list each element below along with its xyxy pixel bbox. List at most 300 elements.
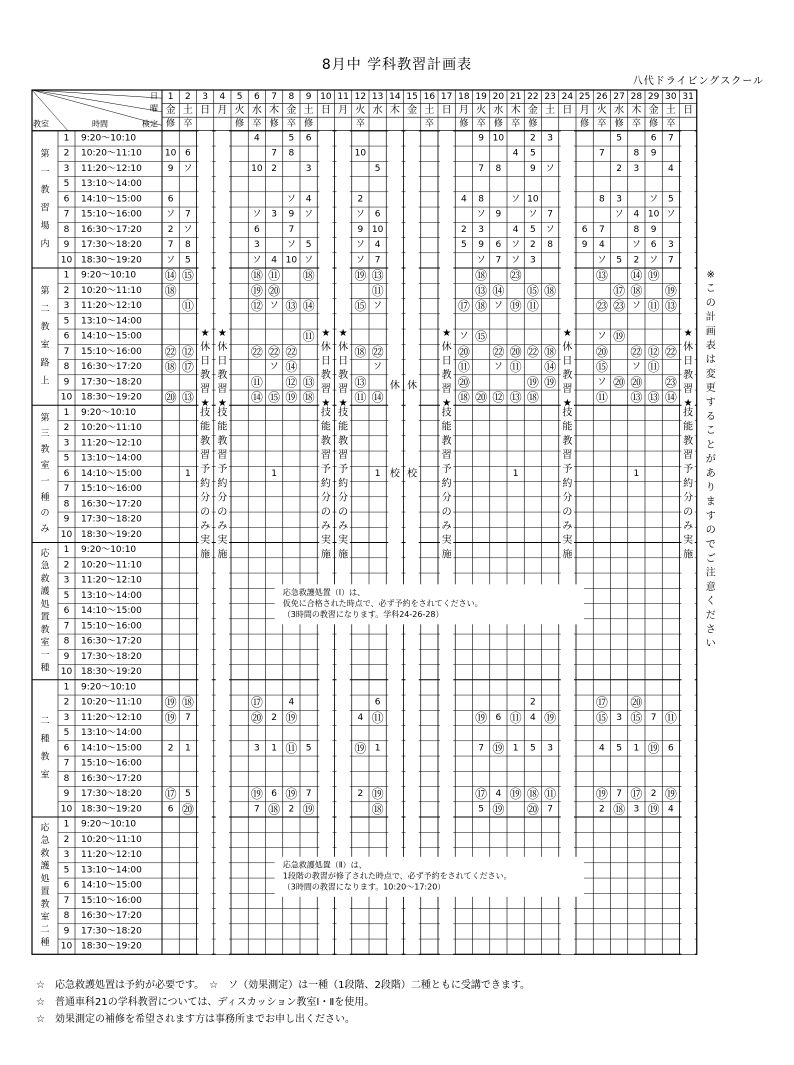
schedule-cell: ⑬ [509, 390, 522, 405]
period-number: 1 [63, 133, 70, 144]
schedule-cell: 4 [512, 224, 519, 235]
day-number: 31 [682, 91, 694, 102]
schedule-cell: 2 [650, 789, 657, 800]
holiday-text-top-char: 日 [217, 356, 228, 368]
schedule-cell: 4 [288, 697, 295, 708]
schedule-cell: ⑭ [544, 360, 557, 375]
holiday-text-top-char: ★ [442, 398, 452, 410]
room-label-char: 応 [40, 823, 50, 834]
schedule-cell: ⑰ [613, 283, 626, 298]
holiday-text-bottom-char: 習 [562, 450, 573, 462]
side-note-char: 表 [705, 340, 716, 352]
holiday-text-bottom-char: 技 [320, 407, 331, 419]
holiday-text-top-char: 日 [320, 356, 331, 368]
schedule-cell: ソ [373, 362, 383, 373]
schedule-cell: 9 [288, 209, 295, 220]
period-number: 6 [63, 743, 70, 754]
room-label-char: 急 [40, 836, 50, 847]
schedule-cell: 2 [530, 133, 536, 144]
period-time: 15:10～16:00 [81, 209, 142, 220]
period-time: 9:20～10:10 [81, 407, 137, 418]
schedule-cell: ⑱ [181, 695, 194, 710]
schedule-cell: ⑱ [475, 268, 488, 283]
holiday-text-bottom-char: の [200, 506, 211, 518]
room-label-char: 室 [40, 912, 50, 923]
holiday-text-bottom-char: 実 [338, 535, 349, 547]
holiday-text-bottom-char: 習 [200, 450, 211, 462]
schedule-cell: ⑱ [475, 299, 488, 314]
schedule-cell: 6 [668, 743, 674, 754]
side-note-char: 更 [705, 383, 716, 395]
holiday-text-bottom-char: の [320, 506, 331, 518]
holiday-text-top-char: 日 [441, 356, 452, 368]
schedule-cell: ⑳ [630, 695, 643, 710]
schedule-cell: ソ [166, 255, 176, 266]
test-mark: 修 [493, 119, 503, 129]
schedule-cell: ⑮ [354, 299, 367, 314]
period-number: 3 [63, 301, 70, 312]
schedule-cell: 8 [547, 240, 553, 251]
footer-note-3: ☆ 効果測定の補修を希望されます方は事務所までお申し出ください。 [36, 1014, 355, 1025]
period-time: 16:30～17:20 [81, 773, 142, 784]
room-label-char: 急 [40, 561, 50, 572]
holiday-text-bottom-char: 能 [338, 421, 349, 433]
schedule-cell: 6 [167, 804, 174, 815]
schedule-cell: 10 [251, 163, 263, 174]
schedule-cell: 5 [288, 133, 295, 144]
schedule-cell: 5 [668, 194, 674, 205]
holiday-text-bottom-char: の [338, 506, 349, 518]
schedule-cell: ⑲ [475, 710, 488, 725]
side-note-char: で [705, 539, 716, 551]
schedule-cell: 10 [354, 148, 367, 159]
room-label-char: 習 [40, 203, 50, 214]
schedule-cell: ⑮ [595, 360, 608, 375]
weekday: 日 [320, 104, 331, 116]
holiday-text-bottom-char: 約 [441, 478, 452, 490]
period-number: 2 [63, 148, 70, 159]
schedule-cell: ⑱ [250, 268, 263, 283]
holiday-text-bottom-char: み [441, 521, 452, 533]
schedule-cell: ソ [649, 255, 659, 266]
schedule-cell: ⑬ [595, 268, 608, 283]
holiday-text-bottom-char: 約 [562, 478, 573, 490]
schedule-cell: ⑮ [268, 390, 281, 405]
schedule-cell: ⑲ [492, 802, 505, 817]
day-number: 25 [578, 91, 591, 102]
period-number: 7 [63, 346, 70, 357]
holiday-text-top-char: ★ [321, 398, 331, 410]
schedule-cell: ソ [373, 301, 383, 312]
schedule-cell: ⑲ [302, 802, 315, 817]
side-note-char: あ [705, 468, 716, 480]
period-time: 10:20～11:10 [81, 423, 142, 434]
day-number: 17 [440, 91, 453, 102]
holiday-text-bottom-char: み [217, 521, 228, 533]
schedule-cell: 1 [185, 743, 191, 754]
room-label-char: 二 [40, 925, 50, 936]
holiday-text-bottom-char: 技 [562, 407, 573, 419]
period-time: 16:30～17:20 [81, 362, 142, 373]
holiday-text-bottom-char: 習 [683, 450, 694, 462]
period-number: 1 [63, 819, 70, 830]
schedule-cell: 4 [271, 255, 277, 266]
schedule-cell: ⑭ [250, 390, 263, 405]
schedule-cell: ソ [666, 209, 676, 220]
holiday-text-bottom-char: の [683, 506, 694, 518]
header-day-label: 日 [150, 91, 158, 101]
schedule-cell: ㉒ [250, 344, 263, 359]
holiday-text-top-char: 日 [562, 356, 573, 368]
schedule-cell: 6 [650, 133, 657, 144]
holiday-text-bottom-char: 実 [562, 535, 573, 547]
holiday-text-bottom-char: 分 [562, 492, 573, 504]
holiday-text-bottom-char: 分 [217, 492, 228, 504]
period-number: 7 [63, 895, 70, 906]
holiday-text-bottom-char: み [562, 521, 573, 533]
schedule-cell: 9 [357, 224, 364, 235]
schedule-cell: ソ [355, 255, 365, 266]
schedule-cell: ソ [597, 377, 607, 388]
weekday: 金 [527, 104, 538, 116]
test-mark: 修 [528, 119, 538, 129]
side-note-char: さ [705, 624, 716, 636]
holiday-text-top-char: 休 [338, 342, 349, 354]
schedule-cell: ソ [183, 163, 193, 174]
schedule-cell: 1 [512, 468, 519, 479]
schedule-cell: ⑳ [509, 344, 522, 359]
holiday-text-top-char: 日 [683, 356, 694, 368]
holiday-text-bottom-char: 実 [683, 535, 694, 547]
schedule-cell: ⑫ [181, 344, 194, 359]
room-label-char: み [40, 524, 50, 535]
schedule-cell: ⑪ [181, 299, 194, 314]
holiday-text-top-char: 教 [320, 370, 331, 382]
period-time: 9:20～10:10 [81, 270, 137, 281]
holiday-text-bottom-char: 分 [683, 492, 694, 504]
schedule-cell: 7 [271, 148, 277, 159]
period-time: 10:20～11:10 [81, 148, 142, 159]
schedule-cell: 4 [633, 209, 640, 220]
schedule-cell: ⑳ [613, 375, 626, 390]
room-label-char: 上 [40, 376, 50, 387]
schedule-cell: ⑪ [595, 390, 608, 405]
room-label-char: 二 [40, 304, 50, 315]
schedule-cell: ソ [528, 209, 538, 220]
schedule-cell: ⑳ [526, 802, 539, 817]
schedule-cell: ⑰ [164, 787, 177, 802]
schedule-cell: ⑪ [371, 710, 384, 725]
test-mark: 卒 [424, 119, 434, 129]
room-label-char: 一 [40, 476, 50, 487]
period-time: 11:20～12:10 [81, 301, 142, 312]
holiday-text-bottom-char: 教 [562, 435, 573, 447]
weekday: 土 [545, 104, 556, 116]
holiday-text-bottom-char: 習 [441, 450, 452, 462]
schedule-cell: ㉒ [630, 344, 643, 359]
room-label-char: 処 [40, 874, 50, 885]
room-label-char: 護 [40, 861, 50, 872]
schedule-cell: ⑱ [526, 787, 539, 802]
holiday-text-bottom-char: 能 [217, 421, 228, 433]
period-time: 13:10～14:00 [81, 453, 142, 464]
schedule-cell: 6 [581, 224, 588, 235]
period-time: 15:10～16:00 [81, 621, 142, 632]
period-number: 9 [63, 651, 70, 662]
holiday-text-bottom-char: 教 [200, 435, 211, 447]
schedule-cell: ⑲ [526, 375, 539, 390]
period-number: 9 [63, 377, 70, 388]
holiday-text-top-char: ★ [562, 328, 572, 340]
schedule-cell: ソ [631, 301, 641, 312]
schedule-cell: ⑰ [595, 695, 608, 710]
period-number: 3 [63, 163, 70, 174]
schedule-cell: ⑰ [181, 360, 194, 375]
day-number: 7 [271, 91, 277, 102]
schedule-cell: ソ [183, 224, 193, 235]
schedule-cell: 2 [530, 697, 536, 708]
schedule-cell: ソ [511, 255, 521, 266]
holiday-text-top-char: 教 [683, 370, 694, 382]
schedule-cell: 7 [478, 743, 484, 754]
schedule-cell: ⑳ [475, 390, 488, 405]
schedule-cell: 9 [478, 133, 484, 144]
room-label-char: 一 [40, 650, 50, 661]
schedule-cell: 6 [650, 240, 657, 251]
holiday-text-bottom-char: 施 [320, 549, 331, 561]
period-number: 9 [63, 240, 70, 251]
weekday: 木 [389, 104, 400, 116]
side-note-char: こ [705, 425, 716, 437]
period-number: 9 [63, 514, 70, 525]
schedule-cell: ⑳ [250, 710, 263, 725]
schedule-cell: ⑲ [492, 741, 505, 756]
schedule-cell: ⑲ [544, 710, 557, 725]
schedule-cell: ⑭ [630, 268, 643, 283]
period-number: 5 [63, 865, 70, 876]
schedule-cell: 5 [478, 804, 484, 815]
schedule-cell: ⑪ [544, 787, 557, 802]
period-number: 8 [63, 636, 70, 647]
schedule-cell: 2 [167, 224, 174, 235]
test-mark: 卒 [355, 119, 365, 129]
test-mark: 修 [304, 119, 314, 129]
schedule-cell: ⑪ [457, 360, 470, 375]
holiday-text-bottom-char: 約 [200, 478, 211, 490]
schedule-cell: ⑬ [630, 390, 643, 405]
room-label-char: の [40, 508, 50, 519]
period-time: 13:10～14:00 [81, 179, 142, 190]
room-label-char: 二 [40, 716, 50, 727]
day-number: 29 [647, 91, 660, 102]
schedule-cell: ⑳ [630, 375, 643, 390]
room-label-char: 教 [40, 625, 50, 636]
schedule-cell: ⑲ [664, 787, 677, 802]
room-label-char: 置 [40, 887, 50, 898]
schedule-cell: 3 [478, 224, 484, 235]
schedule-cell: 4 [599, 743, 605, 754]
period-time: 15:10～16:00 [81, 346, 142, 357]
schedule-cell: ⑮ [181, 268, 194, 283]
schedule-cell: ⑭ [302, 299, 315, 314]
holiday-text-bottom-char: 習 [320, 450, 331, 462]
schedule-cell: ソ [545, 224, 555, 235]
schedule-cell: ⑲ [285, 390, 298, 405]
holiday-text-top-char: 教 [562, 370, 573, 382]
footer-note-2: ☆ 普通車科21の学科教習については、ディスカッション教室Ⅰ・Ⅱを使用。 [36, 997, 375, 1008]
period-time: 17:30～18:20 [81, 377, 142, 388]
holiday-text-top-char: 教 [217, 370, 228, 382]
schedule-cell: ⑲ [647, 802, 660, 817]
schedule-cell: ⑱ [302, 390, 315, 405]
holiday-text-bottom-char: の [562, 506, 573, 518]
test-mark: 修 [614, 119, 624, 129]
day-number: 5 [236, 91, 243, 102]
holiday-text-bottom-char: 分 [200, 492, 211, 504]
schedule-cell: ⑮ [526, 283, 539, 298]
period-time: 11:20～12:10 [81, 712, 142, 723]
schedule-cell: ⑳ [595, 344, 608, 359]
closed-text-char: 校 [389, 468, 400, 480]
schedule-cell: ⑲ [354, 741, 367, 756]
schedule-cell: ⑱ [371, 802, 384, 817]
schedule-cell: 7 [668, 255, 674, 266]
schedule-cell: ⑱ [544, 344, 557, 359]
side-note-char: り [705, 482, 716, 494]
schedule-cell: ソ [631, 240, 641, 251]
schedule-cell: 4 [374, 240, 381, 251]
schedule-cell: ⑪ [250, 375, 263, 390]
schedule-cell: ⑬ [371, 268, 384, 283]
schedule-cell: ソ [269, 362, 279, 373]
schedule-cell: ⑲ [544, 375, 557, 390]
schedule-cell: ⑭ [664, 390, 677, 405]
period-time: 14:10～15:00 [81, 880, 142, 891]
schedule-cell: 1 [374, 743, 381, 754]
schedule-cell: ⑲ [647, 741, 660, 756]
schedule-cell: 5 [305, 743, 312, 754]
schedule-cell: ⑪ [647, 299, 660, 314]
aid-note-2: （3時間の教習になります。10:20～17:20） [282, 882, 446, 892]
schedule-cell: ⑰ [457, 299, 470, 314]
schedule-cell: 3 [254, 743, 260, 754]
schedule-cell: ⑫ [285, 375, 298, 390]
holiday-text-bottom-char: 約 [683, 478, 694, 490]
holiday-text-bottom-char: 能 [562, 421, 573, 433]
period-number: 6 [63, 468, 70, 479]
holiday-text-bottom-char: の [441, 506, 452, 518]
holiday-text-top-char: 教 [338, 370, 349, 382]
schedule-cell: 1 [374, 468, 381, 479]
period-number: 7 [63, 621, 70, 632]
period-number: 6 [63, 880, 70, 891]
schedule-cell: ⑰ [475, 787, 488, 802]
room-label-char: 室 [40, 770, 50, 781]
side-note-char: る [705, 411, 716, 423]
schedule-cell: 5 [530, 743, 536, 754]
period-time: 17:30～18:20 [81, 789, 142, 800]
schedule-cell: 1 [633, 743, 640, 754]
schedule-cell: ⑬ [181, 390, 194, 405]
period-time: 11:20～12:10 [81, 163, 142, 174]
room-label-char: 教 [40, 445, 50, 456]
room-label-char: 室 [40, 460, 50, 471]
schedule-cell: 7 [254, 804, 260, 815]
room-label-char: 内 [40, 239, 50, 250]
schedule-cell: 1 [512, 743, 519, 754]
test-mark: 卒 [183, 119, 193, 129]
side-note-char: だ [705, 610, 716, 622]
day-number: 26 [596, 91, 608, 102]
holiday-text-bottom-char: 技 [200, 407, 211, 419]
schedule-cell: 9 [650, 224, 657, 235]
test-mark: 修 [166, 119, 176, 129]
schedule-cell: ⑪ [285, 741, 298, 756]
test-mark: 修 [580, 119, 590, 129]
schedule-cell: ソ [511, 194, 521, 205]
schedule-cell: ㉒ [526, 344, 539, 359]
holiday-text-bottom-char: 実 [200, 535, 211, 547]
period-number: 3 [63, 712, 70, 723]
schedule-cell: ⑪ [509, 710, 522, 725]
schedule-cell: 7 [547, 804, 553, 815]
schedule-cell: ⑳ [181, 802, 194, 817]
header-room-label: 教室 [33, 119, 49, 129]
weekday: 木 [269, 104, 280, 116]
schedule-cell: 3 [547, 133, 553, 144]
holiday-text-bottom-char: 施 [441, 549, 452, 561]
period-number: 3 [63, 575, 70, 586]
holiday-text-bottom-char: 能 [441, 421, 452, 433]
schedule-cell: ⑱ [526, 390, 539, 405]
day-number: 15 [406, 91, 418, 102]
schedule-cell: ㉓ [613, 299, 626, 314]
room-label-char: 種 [40, 937, 50, 948]
holiday-text-top-char: ★ [683, 398, 693, 410]
schedule-cell: ⑫ [250, 299, 263, 314]
schedule-cell: 4 [357, 712, 364, 723]
day-number: 9 [305, 91, 312, 102]
closed-text-char: 校 [407, 468, 418, 480]
side-note-char: 計 [705, 312, 716, 324]
side-note-char: が [705, 454, 716, 466]
schedule-cell: ⑪ [268, 268, 281, 283]
side-note-char: は [705, 354, 716, 366]
period-number: 8 [63, 911, 70, 922]
side-note-char: す [705, 397, 716, 409]
period-number: 6 [63, 606, 70, 617]
period-number: 2 [63, 423, 70, 434]
schedule-cell: 6 [495, 240, 502, 251]
room-label-char: 一 [40, 167, 50, 178]
holiday-text-top-char: 休 [441, 342, 452, 354]
schedule-cell: 1 [185, 468, 191, 479]
holiday-text-bottom-char: 能 [320, 421, 331, 433]
day-number: 14 [389, 91, 401, 102]
schedule-cell: 1 [633, 468, 640, 479]
schedule-cell: ソ [252, 209, 262, 220]
schedule-cell: ソ [269, 301, 279, 312]
schedule-cell: ⑱ [354, 344, 367, 359]
period-time: 17:30～18:20 [81, 926, 142, 937]
schedule-cell: 7 [288, 224, 295, 235]
period-time: 11:20～12:10 [81, 850, 142, 861]
schedule-cell: 10 [164, 148, 177, 159]
day-number: 22 [527, 91, 539, 102]
holiday-text-top-char: ★ [200, 398, 210, 410]
holiday-text-bottom-char: 予 [562, 464, 573, 476]
weekday: 日 [441, 104, 452, 116]
